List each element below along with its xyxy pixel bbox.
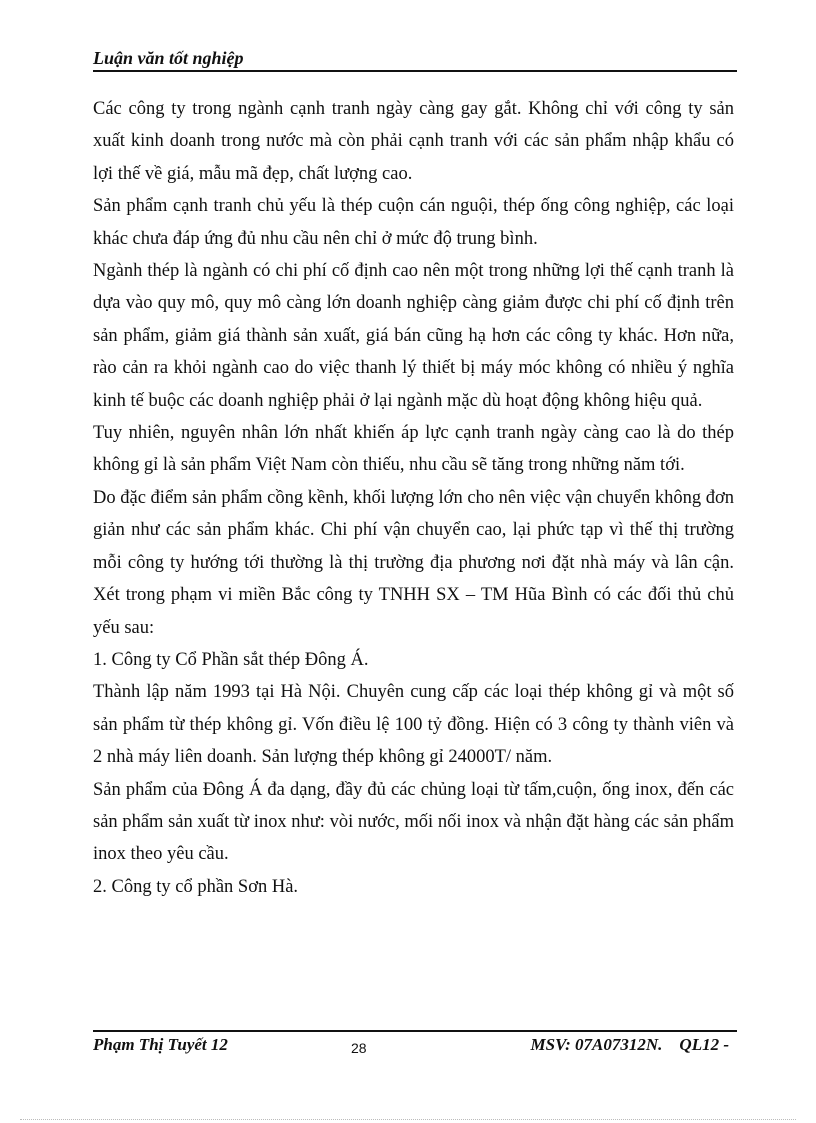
list-item-dong-a: 1. Công ty Cổ Phần sắt thép Đông Á. bbox=[93, 649, 369, 670]
paragraph-fixed-costs: Ngành thép là ngành có chi phí cố định cao nên một trong những lợi thế cạnh tranh là dựa vào quy mô, quy mô càng lớn doanh nghiệp càng giảm được chi phí cố định trên sản phẩm, giảm giá thành sản xuất, giá bán cũng hạ hơn các công ty khác. Hơn nữa, rào cản ra khỏi ngành cao do việc thanh lý thiết bị máy móc không có nhiều ý nghĩa kinh tế buộc các doanh nghiệp phải ở lại ngành mặc dù hoạt động không hiệu quả. bbox=[93, 261, 734, 411]
paragraph-main-cause: Tuy nhiên, nguyên nhân lớn nhất khiến áp lực cạnh tranh ngày càng cao là do thép không gỉ là sản phẩm Việt Nam còn thiếu, nhu cầu sẽ tăng trong những năm tới. bbox=[93, 423, 734, 476]
page-number: 28 bbox=[351, 1040, 367, 1056]
footer-author: Phạm Thị Tuyết 12 bbox=[93, 1035, 228, 1054]
page-header bbox=[93, 46, 737, 72]
paragraph-competition: Các công ty trong ngành cạnh tranh ngày càng gay gắt. Không chỉ với công ty sản xuất kinh doanh trong nước mà còn phải cạnh tranh với các sản phẩm nhập khẩu có lợi thế về giá, mẫu mã đẹp, chất lượng cao. bbox=[93, 99, 734, 184]
list-item-son-ha: 2. Công ty cổ phần Sơn Hà. bbox=[93, 876, 299, 897]
paragraph-competing-products: Sản phẩm cạnh tranh chủ yếu là thép cuộn cán nguội, thép ống công nghiệp, các loại khác chưa đáp ứng đủ nhu cầu nên chỉ ở mức độ trung bình. bbox=[93, 196, 734, 249]
body-text bbox=[93, 93, 734, 903]
header-title: Luận văn tốt nghiệp bbox=[93, 48, 244, 68]
paragraph-dong-a-products: Sản phẩm của Đông Á đa dạng, đầy đủ các chủng loại từ tấm,cuộn, ống inox, đến các sản phẩm sản xuất từ inox như: vòi nước, mối nối inox và nhận đặt hàng các sản phẩm inox theo yêu cầu. bbox=[93, 779, 734, 865]
page-bottom-edge bbox=[20, 1119, 796, 1120]
paragraph-transport: Do đặc điểm sản phẩm cồng kềnh, khối lượng lớn cho nên việc vận chuyển không đơn giản như các sản phẩm khác. Chi phí vận chuyển cao, lại phức tạp vì thế thị trường mỗi công ty hướng tới thường là thị trường địa phương nơi đặt nhà máy và lân cận. Xét trong phạm vi miền Bắc công ty TNHH SX – TM Hũa Bình có các đối thủ chủ yếu sau: bbox=[93, 487, 734, 638]
paragraph-dong-a-history: Thành lập năm 1993 tại Hà Nội. Chuyên cung cấp các loại thép không gỉ và một số sản phẩm từ thép không gỉ. Vốn điều lệ 100 tỷ đồng. Hiện có 3 công ty thành viên và 2 nhà máy liên doanh. Sản lượng thép không gỉ 24000T/ năm. bbox=[93, 682, 734, 768]
footer-student-id: MSV: 07A07312N. QL12 - bbox=[530, 1035, 729, 1054]
page-footer bbox=[93, 1030, 737, 1056]
